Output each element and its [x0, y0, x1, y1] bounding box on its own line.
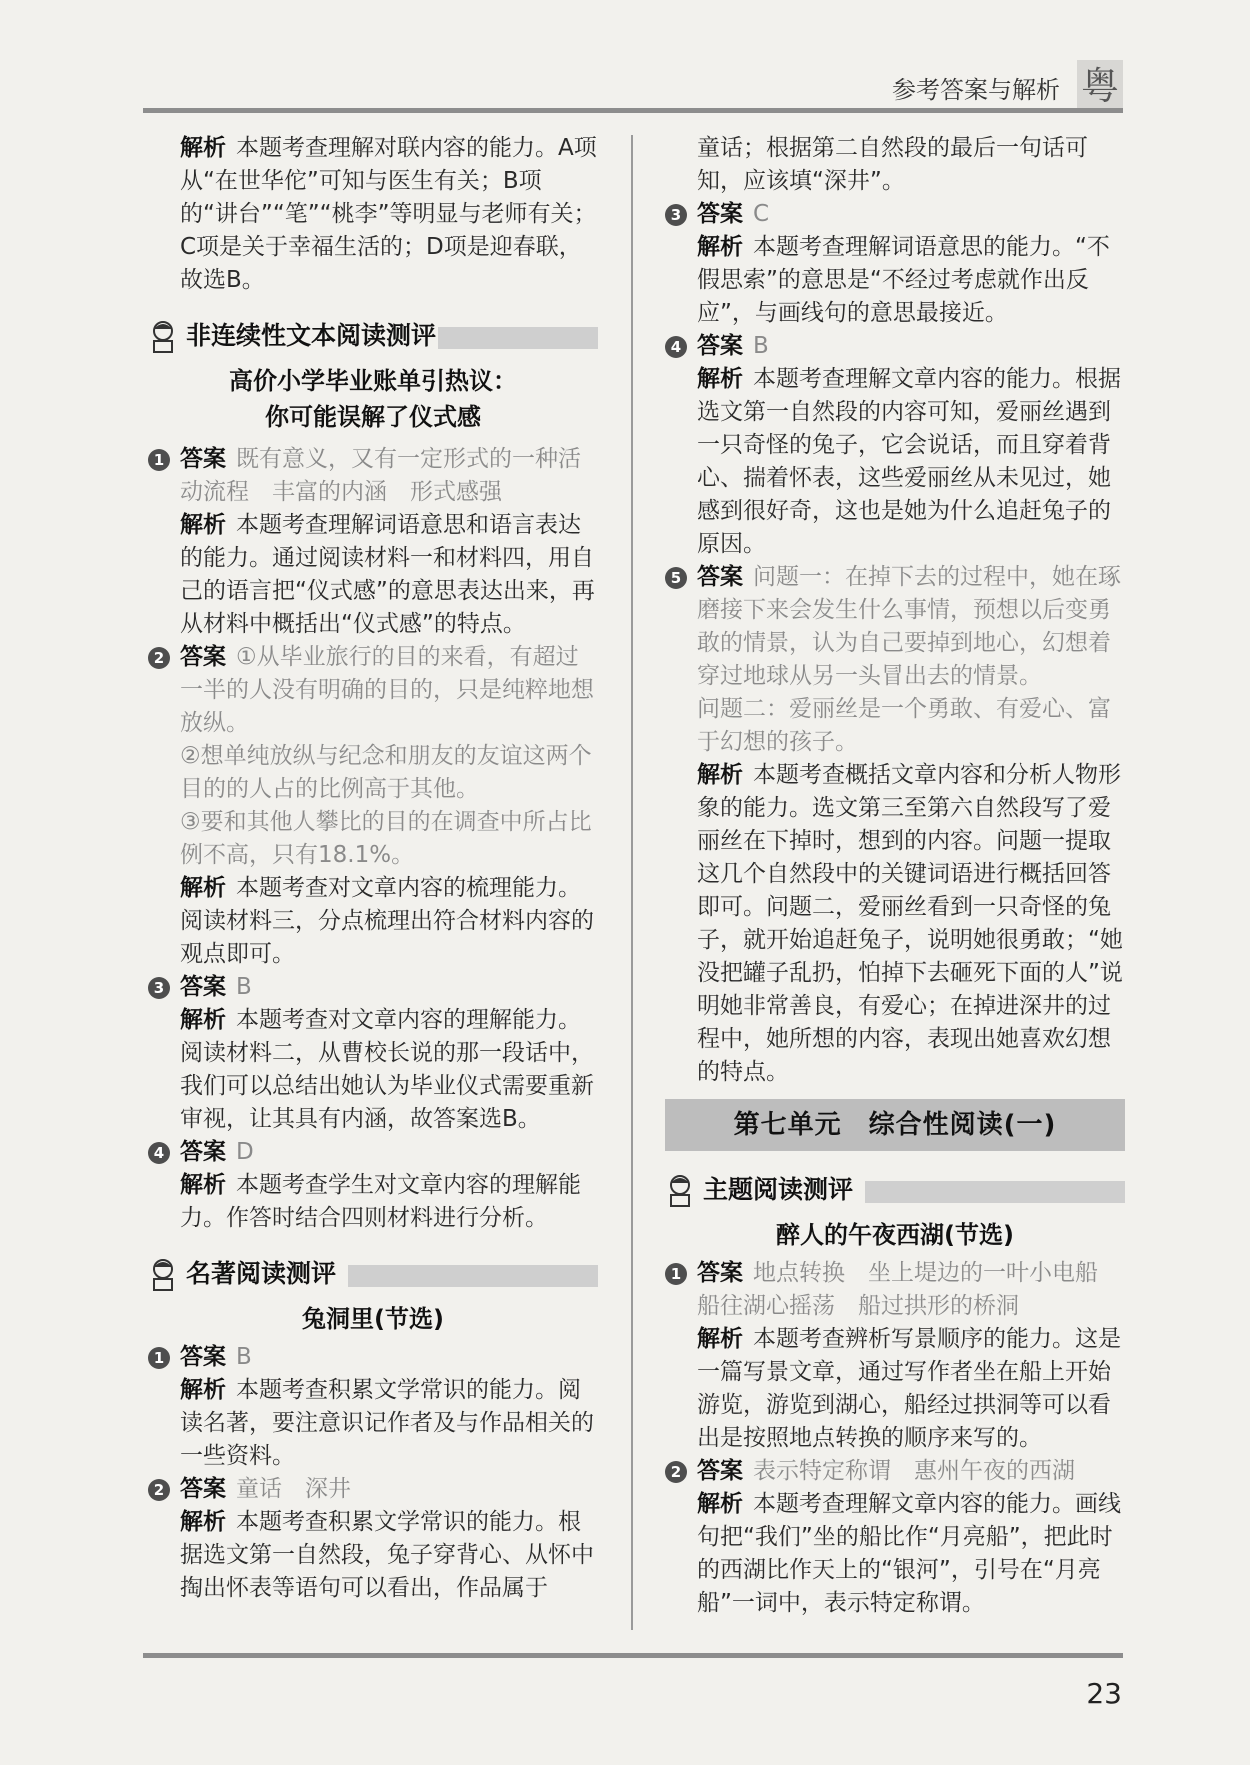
explanation-label: 解析	[697, 366, 743, 392]
question-4	[148, 1136, 598, 1235]
header-rule	[143, 108, 1123, 113]
left-column	[148, 132, 598, 1605]
question-number: 2	[665, 1461, 687, 1483]
answer-text: D	[236, 1139, 254, 1165]
answer-label: 答案	[697, 564, 743, 590]
explanation-label: 解析	[697, 1491, 743, 1517]
explanation-text: 本题考查理解词语意思的能力。“不假思索”的意思是“不经过考虑就作出反应”，与画线句的意思最接近。	[697, 234, 1110, 326]
answer-text: 既有意义，又有一定形式的一种活动流程 丰富的内涵 形式感强	[180, 446, 581, 505]
question-3	[148, 971, 598, 1136]
question-number: 1	[665, 1263, 687, 1285]
answer-label: 答案	[180, 1139, 226, 1165]
classics-question-1	[148, 1341, 598, 1473]
explanation-label: 解析	[697, 234, 743, 260]
question-number: 1	[148, 1347, 170, 1369]
section-title: 主题阅读测评	[703, 1175, 854, 1204]
heading-bar	[438, 327, 598, 349]
theme-question-2	[665, 1455, 1125, 1620]
explanation-label: 解析	[180, 1509, 226, 1535]
page-header-title: 参考答案与解析	[892, 76, 1060, 104]
answer-text-2: 问题二：爱丽丝是一个勇敢、有爱心、富于幻想的孩子。	[697, 696, 1111, 755]
answer-label: 答案	[180, 1476, 226, 1502]
answer-text-2: ②想单纯放纵与纪念和朋友的友谊这两个目的的人占的比例高于其他。	[180, 743, 592, 802]
section-heading-classics	[148, 1255, 598, 1295]
answer-text: ①从毕业旅行的目的来看，有超过一半的人没有明确的目的，只是纯粹地想放纵。	[180, 644, 594, 736]
classics-question-4	[665, 330, 1125, 561]
classics-question-5	[665, 561, 1125, 1089]
answer-text: 问题一：在掉下去的过程中，她在琢磨接下来会发生什么事情，预想以后变勇敢的情景，认为自己要掉到地心，幻想着穿过地球从另一头冒出去的情景。	[697, 564, 1121, 689]
answer-text-3: ③要和其他人攀比的目的在调查中所占比例不高，只有18.1%。	[180, 809, 592, 868]
explanation-label: 解析	[180, 1172, 226, 1198]
article-title: 高价小学毕业账单引热议：	[229, 367, 517, 395]
answer-label: 答案	[180, 446, 226, 472]
right-column	[665, 132, 1125, 1620]
question-2	[148, 641, 598, 971]
heading-bar	[348, 1265, 598, 1287]
explanation-text: 本题考查积累文学常识的能力。根据选文第一自然段，兔子穿背心、从怀中掏出怀表等语句可以看出，作品属于	[180, 1509, 594, 1601]
section-heading-theme	[665, 1171, 1125, 1211]
answer-text: 表示特定称谓 惠州午夜的西湖	[753, 1458, 1075, 1484]
article-title: 兔洞里(节选)	[302, 1305, 444, 1333]
explanation-label: 解析	[180, 512, 226, 538]
question-number: 2	[148, 647, 170, 669]
explanation-label: 解析	[180, 1377, 226, 1403]
explanation-text: 本题考查概括文章内容和分析人物形象的能力。选文第三至第六自然段写了爱丽丝在下掉时，想到的内容。问题一提取这几个自然段中的关键词语进行概括回答即可。问题二，爱丽丝看到一只奇怪的兔子，就开始追赶兔子，说明她很勇敢；“她没把罐子乱扔，怕掉下去砸死下面的人”说明她非常善良，有爱心；在掉进深井的过程中，她所想的内容，表现出她喜欢幻想的特点。	[697, 762, 1123, 1085]
question-number: 3	[148, 977, 170, 999]
explanation-text: 本题考查对文章内容的梳理能力。阅读材料三，分点梳理出符合材料内容的观点即可。	[180, 875, 594, 967]
answer-label: 答案	[180, 974, 226, 1000]
question-number: 4	[665, 336, 687, 358]
answer-text: 童话 深井	[236, 1476, 351, 1502]
answer-label: 答案	[697, 201, 743, 227]
explanation-text: 本题考查对文章内容的理解能力。阅读材料二，从曹校长说的那一段话中，我们可以总结出她认为毕业仪式需要重新审视，让其具有内涵，故答案选B。	[180, 1007, 594, 1132]
student-avatar-icon	[148, 1257, 178, 1291]
explanation-text: 本题考查理解对联内容的能力。A项从“在世华佗”可知与医生有关；B项的“讲台”“笔”“桃李”等明显与老师有关；C项是关于幸福生活的；D项是迎春联，故选B。	[180, 135, 597, 293]
student-avatar-icon	[665, 1173, 695, 1207]
continued-explanation: 童话；根据第二自然段的最后一句话可知，应该填“深井”。	[697, 135, 1088, 194]
footer-rule	[143, 1653, 1123, 1658]
answer-label: 答案	[180, 1344, 226, 1370]
column-divider	[631, 135, 633, 1630]
explanation-text: 本题考查积累文学常识的能力。阅读名著，要注意识记作者及与作品相关的一些资料。	[180, 1377, 594, 1469]
article-title-line2: 你可能误解了仪式感	[265, 403, 481, 431]
question-number: 2	[148, 1479, 170, 1501]
explanation-label: 解析	[697, 762, 743, 788]
explanation-label: 解析	[180, 875, 226, 901]
explanation-text: 本题考查辨析写景顺序的能力。这是一篇写景文章，通过写作者坐在船上开始游览，游览到湖心，船经过拱洞等可以看出是按照地点转换的顺序来写的。	[697, 1326, 1121, 1451]
student-avatar-icon	[148, 319, 178, 353]
unit-banner: 第七单元 综合性阅读(一)	[665, 1099, 1125, 1151]
section-heading-noncontinuous	[148, 317, 598, 357]
answer-label: 答案	[697, 1458, 743, 1484]
explanation-text: 本题考查理解文章内容的能力。根据选文第一自然段的内容可知，爱丽丝遇到一只奇怪的兔子，它会说话，而且穿着背心、揣着怀表，这些爱丽丝从未见过，她感到很好奇，这也是她为什么追赶兔子的原因。	[697, 366, 1121, 557]
question-number: 1	[148, 449, 170, 471]
answer-text: B	[753, 333, 769, 359]
question-1	[148, 443, 598, 641]
theme-question-1	[665, 1257, 1125, 1455]
explanation-text: 本题考查学生对文章内容的理解能力。作答时结合四则材料进行分析。	[180, 1172, 581, 1231]
answer-text: C	[753, 201, 770, 227]
answer-text: 地点转换 坐上堤边的一叶小电船 船往湖心摇荡 船过拱形的桥洞	[697, 1260, 1121, 1319]
page-number: 23	[1086, 1677, 1122, 1710]
answer-text: B	[236, 1344, 252, 1370]
answer-label: 答案	[697, 1260, 743, 1286]
answer-text: B	[236, 974, 252, 1000]
explanation-text: 本题考查理解词语意思和语言表达的能力。通过阅读材料一和材料四，用自己的语言把“仪式感”的意思表达出来，再从材料中概括出“仪式感”的特点。	[180, 512, 595, 637]
region-badge: 粤	[1077, 60, 1123, 112]
heading-bar	[865, 1181, 1125, 1203]
answer-label: 答案	[180, 644, 226, 670]
intro-explanation	[148, 132, 598, 297]
explanation-label: 解析	[180, 135, 226, 161]
question-number: 5	[665, 567, 687, 589]
question-number: 3	[665, 204, 687, 226]
classics-question-2	[148, 1473, 598, 1605]
question-number: 4	[148, 1142, 170, 1164]
classics-question-3	[665, 198, 1125, 330]
explanation-label: 解析	[180, 1007, 226, 1033]
section-title: 非连续性文本阅读测评	[186, 321, 437, 350]
explanation-text: 本题考查理解文章内容的能力。画线句把“我们”坐的船比作“月亮船”，把此时的西湖比作天上的“银河”，引号在“月亮船”一词中，表示特定称谓。	[697, 1491, 1121, 1616]
answer-label: 答案	[697, 333, 743, 359]
explanation-label: 解析	[697, 1326, 743, 1352]
article-title: 醉人的午夜西湖(节选)	[776, 1221, 1014, 1249]
section-title: 名著阅读测评	[186, 1259, 337, 1288]
